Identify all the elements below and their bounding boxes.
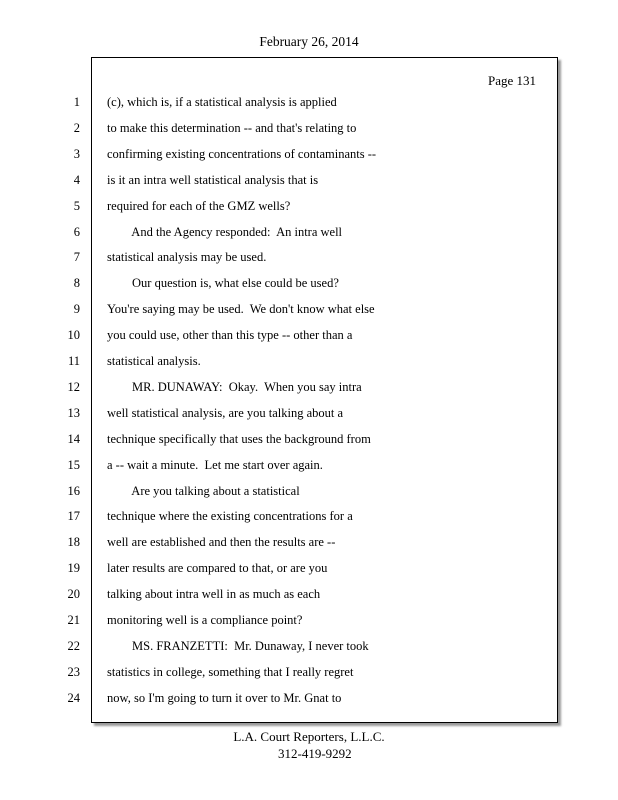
transcript-line: now, so I'm going to turn it over to Mr. Gnat to [107, 690, 342, 705]
transcript-line: You're saying may be used. We don't know what else [107, 302, 375, 317]
line-number: 23 [67, 664, 80, 679]
transcript-line: to make this determination -- and that's relating to [107, 120, 357, 135]
line-number: 22 [67, 638, 80, 653]
transcript-line: statistical analysis may be used. [107, 250, 267, 265]
line-number: 14 [67, 431, 80, 446]
line-number: 16 [67, 483, 80, 498]
line-number: 18 [67, 535, 80, 550]
court-reporter-name: L.A. Court Reporters, L.L.C. [233, 729, 385, 744]
transcript-line: confirming existing concentrations of contaminants -- [107, 146, 377, 161]
page-number: Page 131 [487, 73, 536, 88]
transcript-line: is it an intra well statistical analysis that is [107, 172, 319, 187]
line-number: 13 [67, 405, 80, 420]
line-number: 2 [73, 120, 80, 135]
court-reporter-phone: 312-419-9292 [278, 746, 352, 761]
transcript-line: technique specifically that uses the background from [107, 431, 371, 446]
line-number: 4 [73, 172, 80, 187]
line-number: 10 [67, 328, 80, 343]
transcript-line: talking about intra well in as much as each [107, 587, 321, 602]
transcript-line: Our question is, what else could be used? [107, 276, 339, 291]
transcript-line: monitoring well is a compliance point? [107, 613, 303, 627]
transcript-line: a -- wait a minute. Let me start over again. [107, 457, 323, 472]
transcript-line: Are you talking about a statistical [107, 483, 300, 498]
line-number: 12 [67, 379, 80, 394]
line-number: 21 [67, 613, 80, 627]
transcript-line: statistical analysis. [107, 354, 201, 368]
transcript-line: well are established and then the results are -- [107, 535, 336, 550]
line-number: 19 [67, 561, 80, 576]
line-number: 20 [67, 587, 80, 602]
transcript-line: MS. FRANZETTI: Mr. Dunaway, I never took [107, 638, 369, 653]
transcript-line: And the Agency responded: An intra well [107, 224, 343, 239]
line-number: 17 [67, 509, 80, 524]
line-number: 9 [73, 302, 80, 317]
line-number: 24 [67, 690, 80, 705]
transcript-line: statistics in college, something that I really regret [107, 664, 354, 679]
transcript-line: later results are compared to that, or are you [107, 561, 328, 576]
line-number: 3 [73, 146, 80, 161]
transcript-line: you could use, other than this type -- other than a [107, 328, 353, 343]
transcript-line: required for each of the GMZ wells? [107, 198, 291, 213]
line-number: 8 [73, 276, 80, 291]
line-number: 11 [67, 354, 80, 368]
transcript-line: MR. DUNAWAY: Okay. When you say intra [107, 379, 362, 394]
line-number: 15 [67, 457, 80, 472]
transcript-line: (c), which is, if a statistical analysis is applied [107, 95, 337, 109]
transcript-line: well statistical analysis, are you talking about a [107, 405, 344, 420]
line-number: 5 [73, 198, 80, 213]
line-number: 1 [73, 95, 80, 109]
line-number: 6 [73, 224, 80, 239]
transcript-line: technique where the existing concentrations for a [107, 509, 353, 524]
line-number: 7 [73, 250, 80, 265]
transcript-date: February 26, 2014 [259, 34, 359, 49]
